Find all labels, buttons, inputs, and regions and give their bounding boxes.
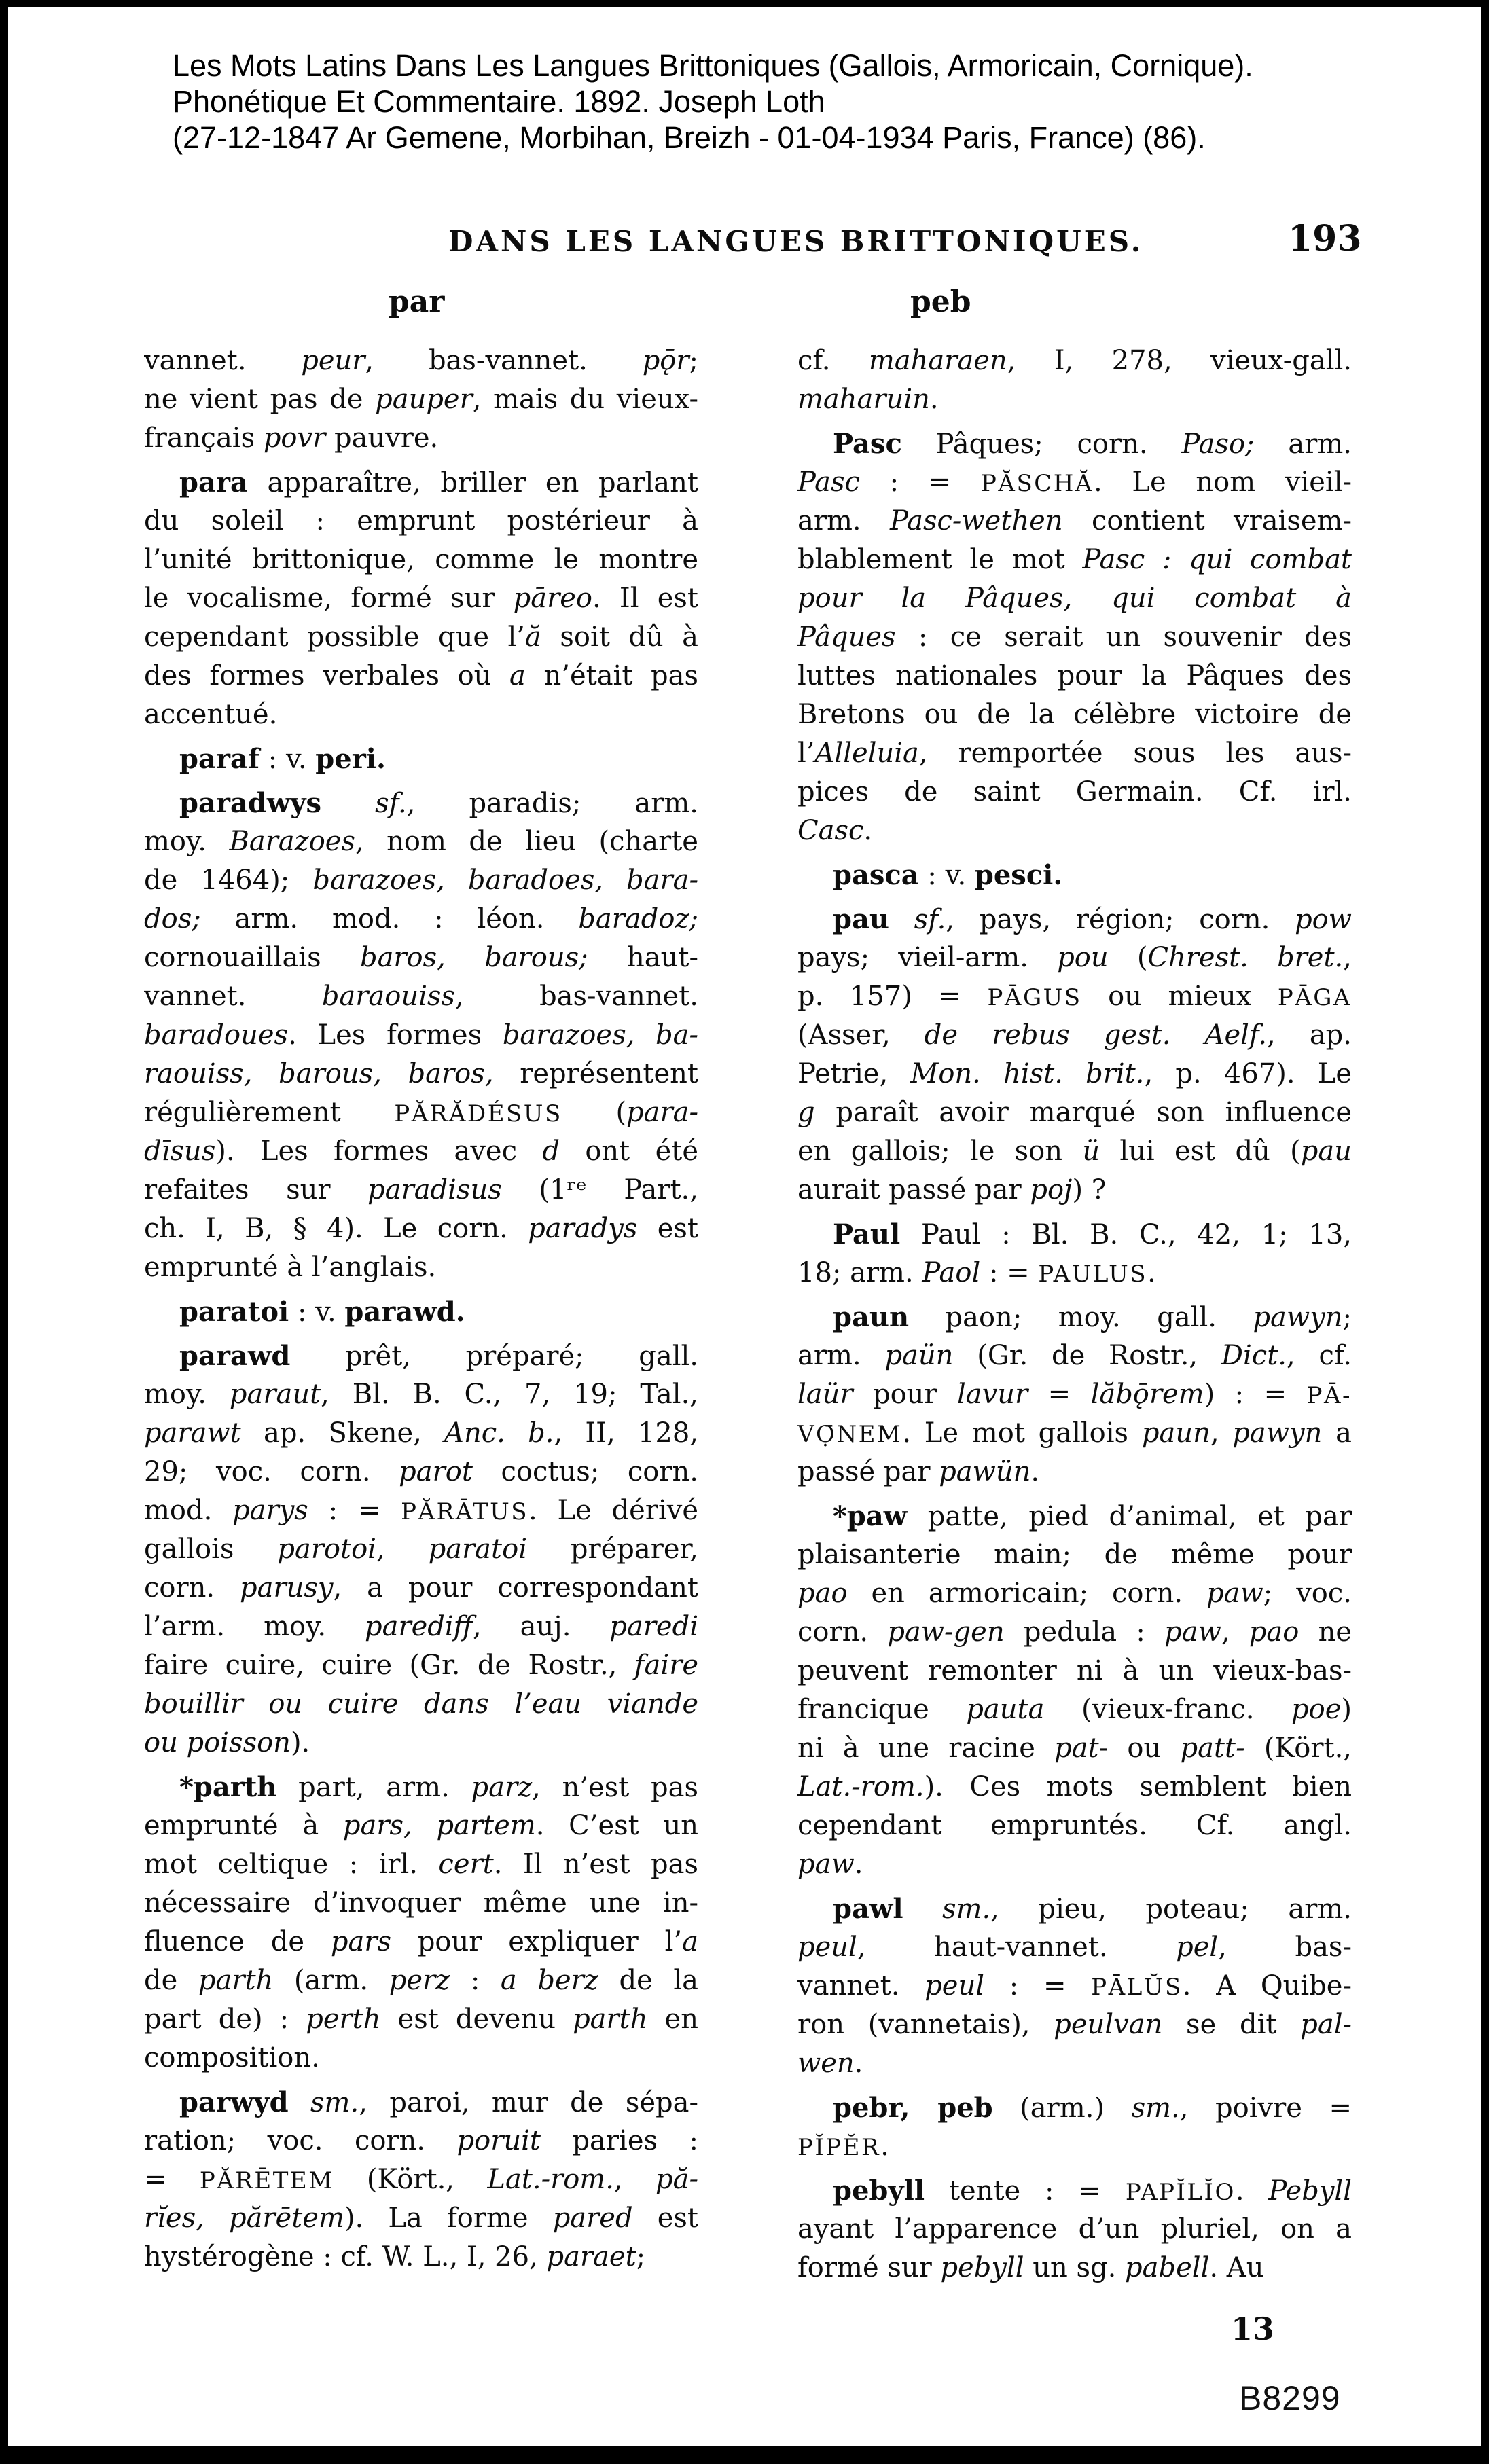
text-line: l’arm. moy. parediff, auj. paredi xyxy=(144,1611,698,1642)
text-line: accentué. xyxy=(144,699,278,730)
text-line: cependant possible que l’ă soit dû à xyxy=(144,621,698,653)
text-line: ch. I, B, § 4). Le corn. paradys est xyxy=(144,1213,698,1244)
text-line: para apparaître, briller en parlant xyxy=(179,467,698,499)
text-line: bouillir ou cuire dans l’eau viande xyxy=(144,1688,698,1720)
column-par xyxy=(144,342,698,2287)
annotation-line: (27-12-1847 Ar Gemene, Morbihan, Breizh - 01-04-1934 Paris, France) (86). xyxy=(173,120,1206,155)
text-line: vannet. peur, bas-vannet. pǭr; xyxy=(144,345,698,376)
text-line: maharuin. xyxy=(797,384,939,415)
text-line: hystérogène : cf. W. L., I, 26, paraet; xyxy=(144,2241,646,2272)
text-line: refaites sur paradisus (1ʳᵉ Part., xyxy=(144,1174,698,1206)
text-line: en gallois; le son ü lui est dû (pau xyxy=(797,1136,1352,1167)
dictionary-paragraph xyxy=(797,856,1352,894)
scan-annotation-header xyxy=(173,48,1481,156)
dictionary-paragraph xyxy=(797,1298,1352,1491)
dictionary-paragraph xyxy=(797,1497,1352,1884)
text-line: pasca : v. pesci. xyxy=(833,859,1063,891)
text-line: français povr pauvre. xyxy=(144,422,439,454)
text-line: nécessaire d’invoquer même une in- xyxy=(144,1887,698,1919)
text-line: pau sf., pays, région; corn. pow xyxy=(833,903,1352,935)
column-header-par: par xyxy=(389,285,445,319)
text-line: parawt ap. Skene, Anc. b., II, 128, xyxy=(144,1417,698,1449)
text-line: ne vient pas de pauper, mais du vieux- xyxy=(144,384,698,415)
text-line: vannet. baraouiss, bas-vannet. xyxy=(144,981,698,1012)
annotation-line: Les Mots Latins Dans Les Langues Brittoniques (Gallois, Armoricain, Cornique). xyxy=(173,48,1253,83)
text-line: pebyll tente : = PAPĬLĬO. Pebyll xyxy=(833,2175,1352,2207)
text-line: luttes nationales pour la Pâques des xyxy=(797,660,1352,691)
text-line: cependant empruntés. Cf. angl. xyxy=(797,1810,1352,1841)
text-line: dīsus). Les formes avec d ont été xyxy=(144,1136,698,1167)
text-line: baradoues. Les formes barazoes, ba- xyxy=(144,1019,698,1051)
text-line: paraf : v. peri. xyxy=(179,743,386,775)
text-line: moy. Barazoes, nom de lieu (charte xyxy=(144,826,698,857)
dictionary-paragraph xyxy=(797,1215,1352,1292)
text-line: gallois parotoi, paratoi préparer, xyxy=(144,1534,698,1565)
text-line: PĬPĔR. xyxy=(797,2131,889,2162)
text-line: paun paon; moy. gall. pawyn; xyxy=(833,1301,1352,1333)
text-line: ayant l’apparence d’un pluriel, on a xyxy=(797,2213,1352,2245)
text-line: cornouaillais baros, barous; haut- xyxy=(144,942,698,973)
dictionary-paragraph xyxy=(797,2088,1352,2166)
text-line: p. 157) = PĀGUS ou mieux PĀGA xyxy=(797,981,1352,1012)
text-line: le vocalisme, formé sur pāreo. Il est xyxy=(144,583,698,614)
text-line: paratoi : v. parawd. xyxy=(179,1296,465,1328)
annotation-line: Phonétique Et Commentaire. 1892. Joseph Loth xyxy=(173,84,825,119)
text-line: ni à une racine pat- ou patt- (Kört., xyxy=(797,1733,1352,1764)
text-line: l’Alleluia, remportée sous les aus- xyxy=(797,738,1352,769)
text-line: 29; voc. corn. parot coctus; corn. xyxy=(144,1456,698,1487)
dictionary-paragraph xyxy=(144,463,698,734)
text-line: mot celtique : irl. cert. Il n’est pas xyxy=(144,1849,698,1880)
text-line: des formes verbales où a n’était pas xyxy=(144,660,698,691)
text-line: parawd prêt, préparé; gall. xyxy=(179,1340,698,1372)
text-line: peul, haut-vannet. pel, bas- xyxy=(797,1932,1352,1963)
column-header-peb: peb xyxy=(910,285,971,319)
dictionary-paragraph xyxy=(797,424,1352,850)
text-line: fluence de pars pour expliquer l’a xyxy=(144,1926,698,1957)
text-line: *parth part, arm. parz, n’est pas xyxy=(179,1771,698,1803)
text-line: paw. xyxy=(797,1849,863,1880)
text-line: peuvent remonter ni à un vieux-bas- xyxy=(797,1655,1352,1686)
text-line: wen. xyxy=(797,2048,863,2079)
column-headers xyxy=(8,285,1481,323)
text-line: vannet. peul : = PĀLŬS. A Quibe- xyxy=(797,1970,1352,2001)
text-line: emprunté à pars, partem. C’est un xyxy=(144,1810,698,1841)
text-line: pao en armoricain; corn. paw; voc. xyxy=(797,1578,1352,1609)
text-line: Pâques : ce serait un souvenir des xyxy=(797,621,1352,653)
text-line: moy. paraut, Bl. B. C., 7, 19; Tal., xyxy=(144,1379,698,1410)
text-line: dos; arm. mod. : léon. baradoz; xyxy=(144,903,698,935)
text-line: l’unité brittonique, comme le montre xyxy=(144,544,698,575)
text-line: cf. maharaen, I, 278, vieux-gall. xyxy=(797,345,1352,376)
text-line: Lat.-rom.). Ces mots semblent bien xyxy=(797,1771,1352,1802)
text-line: de parth (arm. perz : a berz de la xyxy=(144,1965,698,1996)
text-line: du soleil : emprunt postérieur à xyxy=(144,505,698,537)
text-line: composition. xyxy=(144,2042,320,2073)
text-line: Pasc Pâques; corn. Paso; arm. xyxy=(833,428,1352,460)
text-line: ou poisson). xyxy=(144,1727,310,1758)
dictionary-paragraph xyxy=(144,784,698,1287)
text-line: Casc. xyxy=(797,815,873,846)
text-line: 18; arm. Paol : = PAULUS. xyxy=(797,1257,1156,1288)
text-line: g paraît avoir marqué son influence xyxy=(797,1097,1352,1128)
dictionary-paragraph xyxy=(144,1292,698,1331)
text-line: régulièrement PĂRĂDÉSUS (para- xyxy=(144,1097,698,1128)
text-line: arm. Pasc-wethen contient vraisem- xyxy=(797,505,1352,537)
text-line: faire cuire, cuire (Gr. de Rostr., faire xyxy=(144,1650,698,1681)
dictionary-paragraph xyxy=(144,2083,698,2277)
running-head xyxy=(8,218,1481,261)
dictionary-paragraph xyxy=(144,342,698,458)
page-number: 193 xyxy=(1288,218,1362,259)
text-line: raouiss, barous, baros, représentent xyxy=(144,1058,698,1089)
text-line: corn. parusy, a pour correspondant xyxy=(144,1572,698,1604)
text-line: Bretons ou de la célèbre victoire de xyxy=(797,699,1352,730)
text-line: francique pauta (vieux-franc. poe) xyxy=(797,1694,1352,1725)
dictionary-paragraph xyxy=(144,1337,698,1762)
text-line: plaisanterie main; de même pour xyxy=(797,1539,1352,1570)
dictionary-paragraph xyxy=(797,342,1352,419)
text-line: Pasc : = PĂSCHĂ. Le nom vieil- xyxy=(797,467,1352,498)
text-line: formé sur pebyll un sg. pabell. Au xyxy=(797,2252,1264,2283)
signature-number: 13 xyxy=(1231,2311,1275,2347)
text-line: arm. paün (Gr. de Rostr., Dict., cf. xyxy=(797,1340,1352,1371)
dictionary-paragraph xyxy=(797,900,1352,1210)
column-peb xyxy=(797,342,1352,2287)
text-line: parwyd sm., paroi, mur de sépa- xyxy=(179,2086,698,2118)
text-line: blablement le mot Pasc : qui combat xyxy=(797,544,1352,575)
text-line: ron (vannetais), peulvan se dit pal- xyxy=(797,2009,1352,2040)
text-line: corn. paw-gen pedula : paw, pao ne xyxy=(797,1616,1352,1648)
dictionary-columns xyxy=(144,342,1481,2287)
dictionary-paragraph xyxy=(797,1889,1352,2083)
text-line: = PĂRĒTEM (Kört., Lat.-rom., pă- xyxy=(144,2164,698,2195)
text-line: laür pour lavur = lăbǭrem) : = PĀ- xyxy=(797,1379,1352,1410)
text-line: pebr, peb (arm.) sm., poivre = xyxy=(833,2092,1352,2124)
catalog-number: B8299 xyxy=(1239,2379,1341,2417)
text-line: mod. parys : = PĂRĀTUS. Le dérivé xyxy=(144,1495,698,1526)
text-line: de 1464); barazoes, baradoes, bara- xyxy=(144,865,698,896)
text-line: pices de saint Germain. Cf. irl. xyxy=(797,776,1352,808)
dictionary-paragraph xyxy=(797,2171,1352,2287)
text-line: Petrie, Mon. hist. brit., p. 467). Le xyxy=(797,1058,1352,1089)
text-line: *paw patte, pied d’animal, et par xyxy=(833,1500,1352,1532)
text-line: rĭes, părētem). La forme pared est xyxy=(144,2203,698,2234)
text-line: aurait passé par poj) ? xyxy=(797,1174,1107,1206)
text-line: part de) : perth est devenu parth en xyxy=(144,2004,698,2035)
text-line: pawl sm., pieu, poteau; arm. xyxy=(833,1893,1352,1925)
text-line: emprunté à l’anglais. xyxy=(144,1252,437,1283)
text-line: passé par pawün. xyxy=(797,1456,1040,1487)
text-line: (Asser, de rebus gest. Aelf., ap. xyxy=(797,1019,1352,1051)
text-line: ration; voc. corn. poruit paries : xyxy=(144,2125,698,2156)
text-line: paradwys sf., paradis; arm. xyxy=(179,787,698,819)
text-line: pour la Pâques, qui combat à xyxy=(797,583,1352,614)
dictionary-paragraph xyxy=(144,740,698,778)
text-line: pays; vieil-arm. pou (Chrest. bret., xyxy=(797,942,1352,973)
text-line: VỌ̄NEM. Le mot gallois paun, pawyn a xyxy=(797,1417,1352,1449)
dictionary-paragraph xyxy=(144,1768,698,2078)
running-head-title: DANS LES LANGUES BRITTONIQUES. xyxy=(448,225,1144,258)
text-line: Paul Paul : Bl. B. C., 42, 1; 13, xyxy=(833,1218,1352,1250)
